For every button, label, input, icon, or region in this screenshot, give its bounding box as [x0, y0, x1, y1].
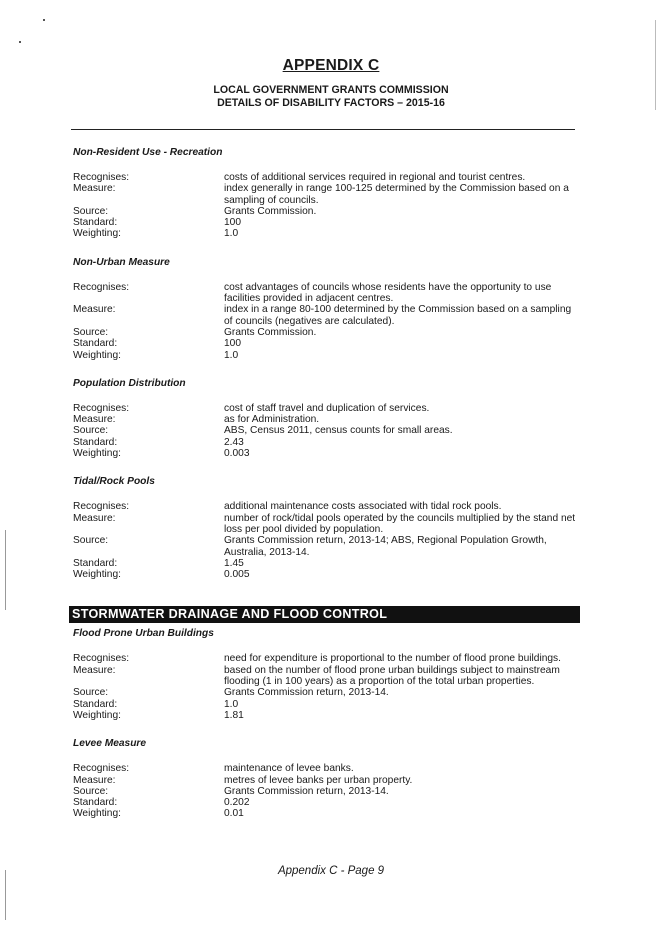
detail-value: 1.45 [224, 557, 244, 569]
detail-row [73, 172, 583, 183]
appendix-title: APPENDIX C [282, 57, 380, 74]
detail-label: Weighting: [73, 349, 121, 361]
detail-value: as for Administration. [224, 414, 320, 426]
page-footer: Appendix C - Page 9 [277, 865, 385, 877]
detail-label: Recognises: [73, 281, 130, 293]
factor-details [73, 763, 583, 819]
detail-value: number of rock/tidal pools operated by the councils multiplied by the stand net loss per pool divided by population. [224, 512, 576, 535]
detail-row [73, 501, 583, 512]
detail-row [73, 183, 583, 206]
detail-value: Grants Commission return, 2013-14. [224, 785, 389, 797]
detail-value: Grants Commission. [224, 326, 317, 338]
detail-row [73, 569, 583, 580]
detail-label: Standard: [73, 797, 118, 809]
detail-label: Measure: [73, 774, 116, 786]
detail-row [73, 304, 583, 327]
detail-value: index generally in range 100-125 determined by the Commission based on a sampling of councils. [224, 183, 569, 206]
factor-details [73, 172, 583, 240]
detail-row [73, 448, 583, 459]
detail-label: Source: [73, 687, 109, 699]
detail-row [73, 763, 583, 774]
detail-label: Measure: [73, 183, 116, 195]
detail-label: Weighting: [73, 228, 121, 240]
detail-label: Source: [73, 535, 109, 547]
subtitle-line-2: DETAILS OF DISABILITY FACTORS – 2015-16 [217, 97, 445, 109]
detail-label: Weighting: [73, 448, 121, 460]
detail-row [73, 687, 583, 698]
detail-row [73, 403, 583, 414]
detail-value: 0.01 [224, 808, 244, 820]
factor-details [73, 403, 583, 459]
factor-section [73, 475, 583, 580]
detail-row [73, 558, 583, 569]
detail-row [73, 797, 583, 808]
section-heading: Non-Resident Use - Recreation [73, 147, 223, 158]
detail-label: Standard: [73, 698, 118, 710]
detail-row [73, 535, 583, 558]
factor-details [73, 653, 583, 721]
detail-value: 1.0 [224, 228, 239, 240]
category-banner: STORMWATER DRAINAGE AND FLOOD CONTROL [69, 606, 580, 623]
detail-label: Measure: [73, 304, 116, 316]
detail-label: Recognises: [73, 402, 130, 414]
detail-value: cost of staff travel and duplication of services. [224, 402, 430, 414]
detail-row [73, 786, 583, 797]
detail-value: 0.003 [224, 448, 250, 460]
factor-section [73, 256, 583, 361]
detail-value: 1.0 [224, 349, 239, 361]
detail-row [73, 217, 583, 228]
detail-label: Recognises: [73, 501, 130, 513]
detail-value: Grants Commission return, 2013-14; ABS, Regional Population Growth, Australia, 2013-14. [224, 535, 547, 558]
detail-value: cost advantages of councils whose residents have the opportunity to use facilities provided in adjacent centres. [224, 281, 552, 305]
detail-value: ABS, Census 2011, census counts for small areas. [224, 425, 453, 437]
detail-label: Source: [73, 785, 109, 797]
section-heading: Population Distribution [73, 377, 186, 389]
detail-label: Source: [73, 205, 109, 217]
detail-row [73, 228, 583, 239]
detail-label: Measure: [73, 664, 116, 676]
detail-value: costs of additional services required in regional and tourist centres. [224, 172, 526, 183]
scan-mark [19, 41, 21, 43]
detail-row [73, 282, 583, 305]
detail-row [73, 327, 583, 338]
factor-details [73, 501, 583, 580]
detail-label: Source: [73, 326, 109, 338]
factor-section [73, 627, 583, 721]
detail-label: Standard: [73, 338, 118, 350]
subtitle-line-1: LOCAL GOVERNMENT GRANTS COMMISSION [213, 84, 449, 96]
document-body [73, 146, 583, 820]
detail-value: index in a range 80-100 determined by the Commission based on a sampling of councils (negatives are calculated). [224, 304, 572, 327]
detail-row [73, 350, 583, 361]
detail-label: Recognises: [73, 172, 130, 183]
document-header [0, 57, 662, 110]
scan-edge-line [5, 870, 6, 920]
detail-value: additional maintenance costs associated with tidal rock pools. [224, 501, 502, 513]
detail-value: 0.202 [224, 797, 250, 809]
detail-row [73, 338, 583, 349]
detail-row [73, 513, 583, 536]
detail-row [73, 206, 583, 217]
detail-row [73, 437, 583, 448]
detail-row [73, 808, 583, 819]
factor-section [73, 377, 583, 459]
detail-label: Weighting: [73, 808, 121, 820]
detail-row [73, 653, 583, 664]
detail-value: need for expenditure is proportional to the number of flood prone buildings. [224, 653, 561, 665]
scan-edge-line [5, 530, 6, 610]
detail-label: Recognises: [73, 653, 130, 665]
detail-label: Recognises: [73, 763, 130, 775]
detail-label: Source: [73, 425, 109, 437]
detail-value: 100 [224, 338, 241, 350]
detail-value: maintenance of levee banks. [224, 763, 354, 775]
detail-label: Weighting: [73, 569, 121, 581]
document-subtitle [0, 84, 662, 110]
detail-label: Measure: [73, 414, 116, 426]
section-heading: Flood Prone Urban Buildings [73, 628, 214, 640]
detail-value: metres of levee banks per urban property. [224, 774, 413, 786]
scan-mark [43, 19, 45, 21]
factor-section [73, 737, 583, 819]
header-divider [71, 129, 575, 130]
detail-value: 2.43 [224, 436, 244, 448]
detail-row [73, 710, 583, 721]
detail-row [73, 414, 583, 425]
detail-value: 1.0 [224, 698, 239, 710]
section-heading: Levee Measure [73, 738, 147, 750]
detail-row [73, 665, 583, 688]
detail-value: Grants Commission. [224, 205, 317, 217]
detail-row [73, 425, 583, 436]
detail-value: Grants Commission return, 2013-14. [224, 687, 389, 699]
detail-row [73, 775, 583, 786]
detail-label: Standard: [73, 217, 118, 229]
detail-value: 0.005 [224, 569, 250, 581]
section-heading: Non-Urban Measure [73, 256, 170, 268]
detail-row [73, 699, 583, 710]
detail-value: 1.81 [224, 709, 244, 721]
detail-label: Weighting: [73, 709, 121, 721]
detail-value: 100 [224, 217, 241, 229]
detail-label: Standard: [73, 436, 118, 448]
detail-label: Measure: [73, 512, 116, 524]
section-heading: Tidal/Rock Pools [73, 476, 155, 488]
detail-label: Standard: [73, 557, 118, 569]
detail-value: based on the number of flood prone urban buildings subject to mainstream flooding (1 in 100 years) as a proportion of the total urban properties. [224, 664, 560, 688]
factor-details [73, 282, 583, 361]
factor-section [73, 146, 583, 240]
